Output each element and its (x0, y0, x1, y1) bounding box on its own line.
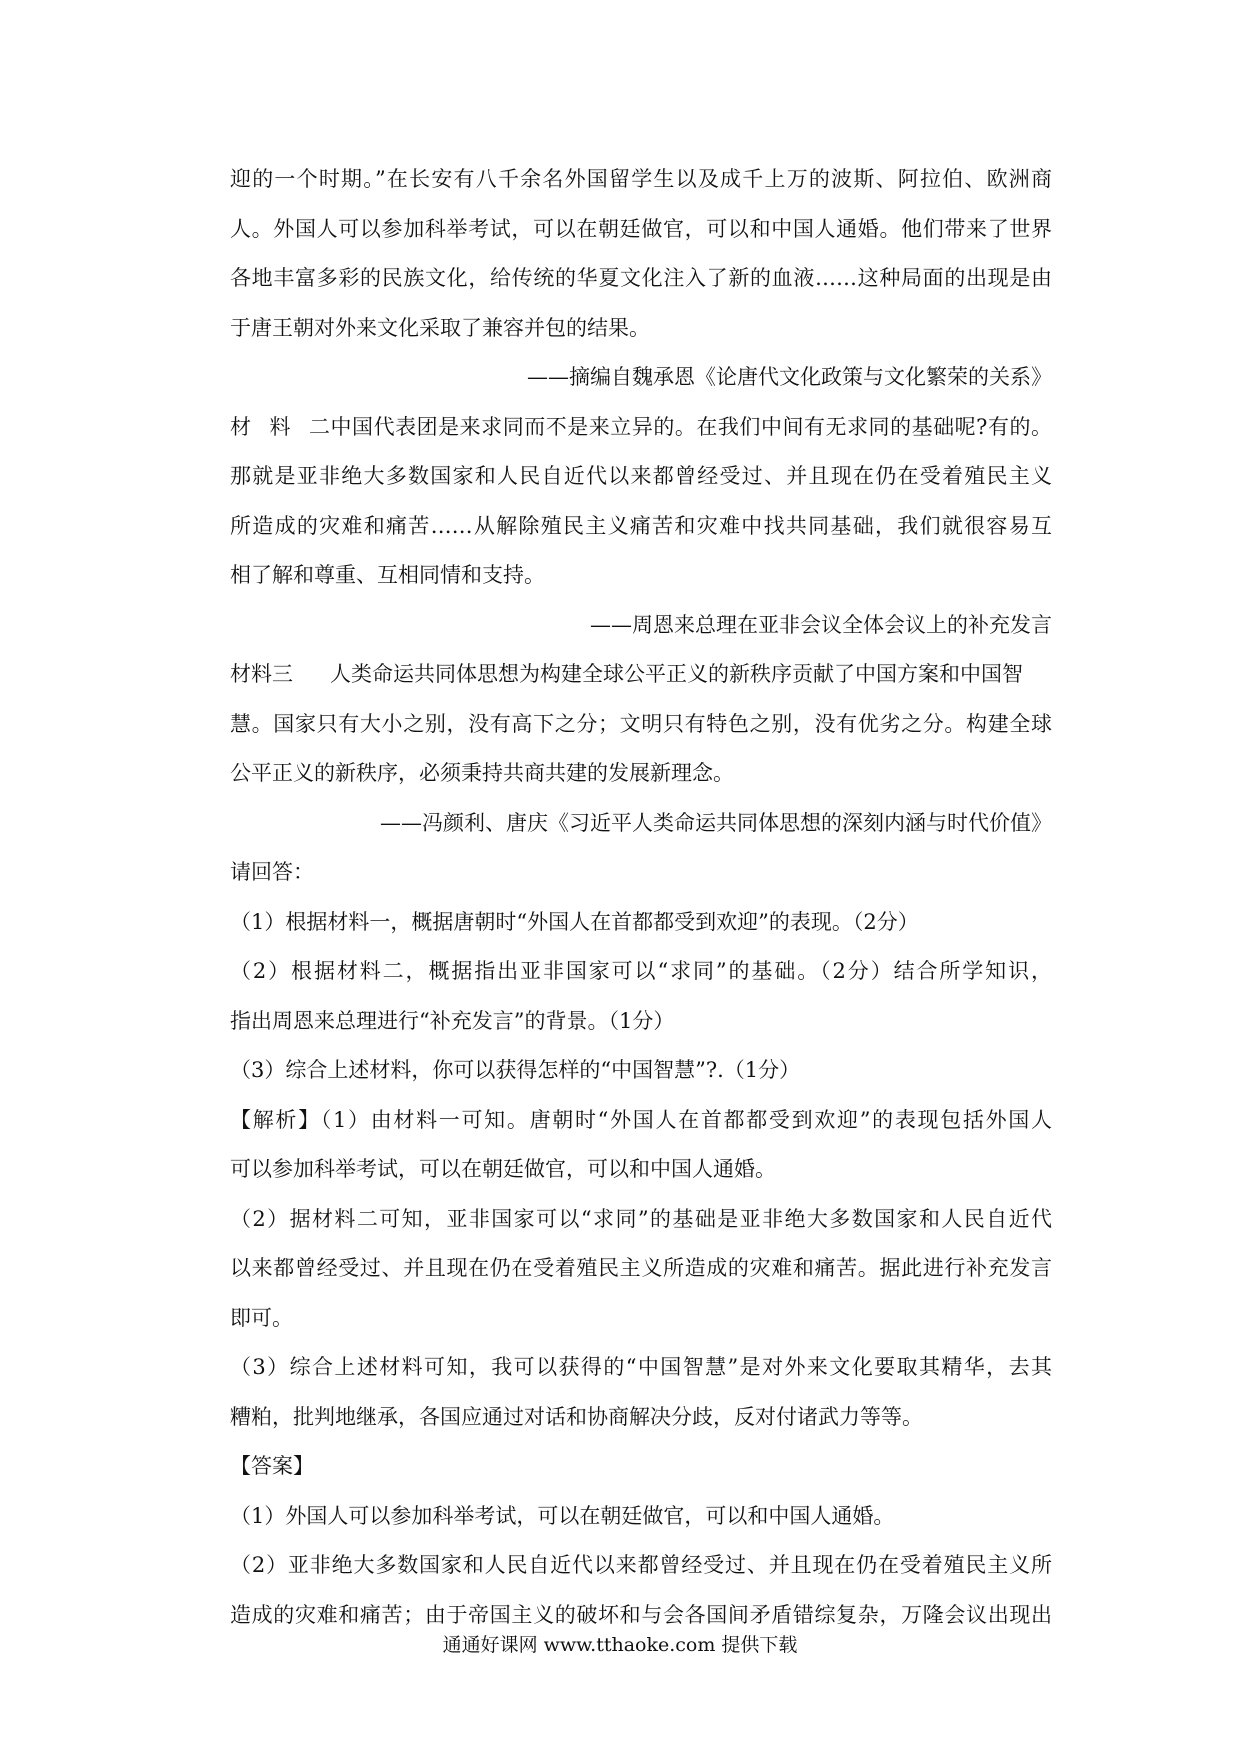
text-line: 各地丰富多彩的民族文化，给传统的华夏文化注入了新的血液……这种局面的出现是由 (230, 266, 1052, 290)
text-line: 那就是亚非绝大多数国家和人民自近代以来都曾经受过、并且现在仍在受着殖民主义 (230, 464, 1052, 488)
question-item: （1）根据材料一，概据唐朝时“外国人在首都都受到欢迎”的表现。（2分） (230, 909, 919, 934)
analysis-line: 以来都曾经受过、并且现在仍在受着殖民主义所造成的灾难和痛苦。据此进行补充发言 (230, 1256, 1052, 1280)
question-item: （3）综合上述材料，你可以获得怎样的“中国智慧”?.（1分） (230, 1058, 801, 1082)
text-line: 所造成的灾难和痛苦……从解除殖民主义痛苦和灾难中找共同基础，我们就很容易互 (230, 513, 1052, 538)
analysis-line: （2）据材料二可知，亚非国家可以“求同”的基础是亚非绝大多数国家和人民自近代 (230, 1206, 1052, 1231)
text-line: 于唐王朝对外来文化采取了兼容并包的结果。 (230, 315, 650, 340)
analysis-line: 糟粕，批判地继承，各国应通过对话和协商解决分歧，反对付诸武力等等。 (230, 1404, 923, 1429)
text-line: 人类命运共同体思想为构建全球公平正义的新秩序贡献了中国方案和中国智 (330, 662, 1023, 686)
text-line: 人。外国人可以参加科举考试，可以在朝廷做官，可以和中国人通婚。他们带来了世界 (230, 216, 1052, 241)
analysis-line: 可以参加科举考试，可以在朝廷做官，可以和中国人通婚。 (230, 1157, 776, 1181)
answer-line: 造成的灾难和痛苦；由于帝国主义的破坏和与会各国间矛盾错综复杂，万隆会议出现出 (230, 1602, 1052, 1627)
question-item: （2）根据材料二，概据指出亚非国家可以“求同”的基础。（2分）结合所学知识， (230, 959, 1052, 983)
material-label: 材料二 (230, 414, 330, 439)
text-line: 迎的一个时期。”在长安有八千余名外国留学生以及成千上万的波斯、阿拉伯、欧洲商 (230, 167, 1052, 191)
answer-heading: 【答案】 (230, 1454, 314, 1478)
answer-line: （1）外国人可以参加科举考试，可以在朝廷做官，可以和中国人通婚。 (230, 1503, 895, 1528)
material-label: 材料三 (230, 662, 293, 686)
text-line: 慧。国家只有大小之别，没有高下之分；文明只有特色之别，没有优劣之分。构建全球 (230, 711, 1052, 736)
question-prompt: 请回答： (230, 860, 314, 884)
analysis-line: 即可。 (230, 1305, 293, 1330)
page-footer: 通通好课网 www.tthaoke.com 提供下载 (442, 1634, 798, 1656)
source-citation: ——冯颜利、唐庆《习近平人类命运共同体思想的深刻内涵与时代价值》 (380, 810, 1052, 835)
question-item: 指出周恩来总理进行“补充发言”的背景。（1分） (230, 1008, 675, 1033)
document-body (230, 155, 1052, 1640)
answer-line: （2）亚非绝大多数国家和人民自近代以来都曾经受过、并且现在仍在受着殖民主义所 (230, 1553, 1052, 1577)
source-citation: ——周恩来总理在亚非会议全体会议上的补充发言 (590, 612, 1052, 637)
analysis-line: 【解析】（1）由材料一可知。唐朝时“外国人在首都都受到欢迎”的表现包括外国人 (230, 1107, 1052, 1132)
text-line: 中国代表团是来求同而不是来立异的。在我们中间有无求同的基础呢?有的。 (330, 414, 1052, 439)
text-line: 相了解和尊重、互相同情和支持。 (230, 563, 545, 587)
source-citation: ——摘编自魏承恩《论唐代文化政策与文化繁荣的关系》 (527, 365, 1052, 389)
material-heading-line (230, 403, 1052, 453)
analysis-line: （3）综合上述材料可知，我可以获得的“中国智慧”是对外来文化要取其精华，去其 (230, 1355, 1052, 1379)
text-line: 公平正义的新秩序，必须秉持共商共建的发展新理念。 (230, 761, 734, 785)
material-heading-line (230, 650, 1052, 700)
